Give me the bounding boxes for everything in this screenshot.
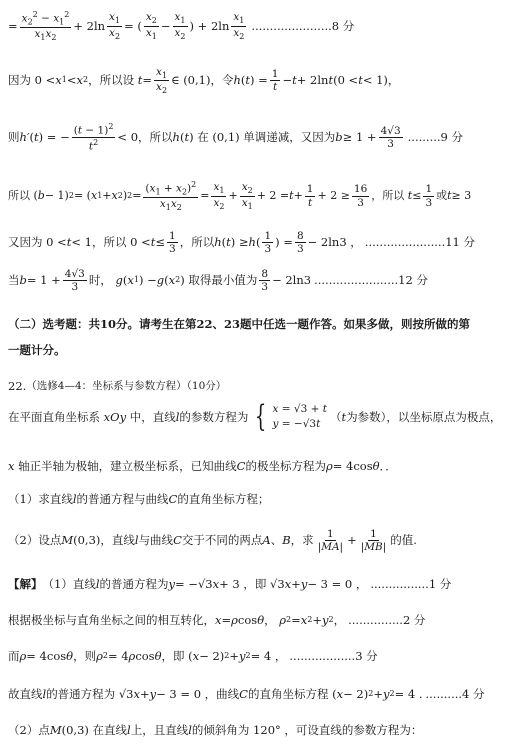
solution-line-4: 故直线 l 的普通方程为 √3 x + y − 3 = 0 ，曲线 C 的直角坐标方程 ( x − 2) 2 + y 2 = 4 . ..........4 分 — [8, 687, 485, 701]
parametric-system: { x = √3 + t y = −√3t — [255, 399, 327, 434]
question-22-part-2: （2）设点 M (0,3)，直线 l 与曲线 C 交于不同的两点 A 、 B ，求 $\frac{1}{|MA|}$ + $\frac{1}{|MB|}$ 的值. — [8, 528, 417, 554]
question-22-stem-cont: x 轴正半轴为极轴，建立极坐标系，已知曲线 C 的极坐标方程为 ρ = 4cos θ ．． — [8, 459, 397, 473]
text-line-6: 当 b = 1 + $\frac{4√3}{3}$ 时， g ( x 1 ) − g ( x 2 ) 取得最小值为 $\frac{8}{3}$ − 2ln3 .......................12 分 — [8, 268, 428, 294]
section-heading-cont: 一题计分。 — [8, 343, 66, 357]
text-line-3: 则 h ′( t ) = − $\frac{(t - 1)^2}{t^2}$ < 0，所以 h ( t ) 在 (0,1) 单调递减，又因为 b ≥ 1 + $\frac{4√3}{3}$ .........9 分 — [8, 122, 464, 153]
text-line-1: = $\frac{x_2^2 - x_1^2}{x_1x_2}$ + 2ln $\frac{x_1}{x_2}$ = ( $\frac{x_2}{x_1}$ − $\frac{x_1}{x_2}$ ) + 2ln $\frac{x_1}{x_2}$ ......................8 分 — [8, 10, 355, 42]
text-line-5: 又因为 0 < t < 1，所以 0 < t ≤ $\frac{1}{3}$ ，所以 h ( t ) ≥ h ( $\frac{1}{3}$ ) = $\frac{8}{3}$ − 2ln3 ， ......................11 分 — [8, 230, 476, 256]
text-line-4: 所以 ( b − 1) 2 = ( x 1 + x 2 ) 2 = $\frac{(x_1 + x_2)^2}{x_1x_2}$ = $\frac{x_1}{x_2}$ + $\frac{x_2}{x_1}$ + 2 = t + $\frac{1}{t}$ + 2 ≥ $\frac{16}{3}$ ，所以 t ≤ $\frac{1}{3}$ 或 t ≥ 3 — [8, 180, 472, 212]
solution-line-3: 而 ρ = 4cos θ ，则 ρ 2 = 4 ρ cos θ ，即 ( x − 2) 2 + y 2 = 4 ， ..................3 分 — [8, 649, 378, 663]
text-line-2: 因为 0 < x 1 < x 2 ，所以设 t = $\frac{x_1}{x_2}$ ∈ (0,1)，令 h ( t ) = $\frac{1}{t}$ − t + 2ln t (0 < t < 1)， — [8, 66, 400, 96]
solution-line-5: （2）点 M (0,3) 在直线 l 上，且直线 l 的倾斜角为 120° ，可设直线的参数方程为： — [8, 723, 423, 737]
solution-line-1: 【解】 （1）直线 l 的普通方程为 y = −√3 x + 3 ，即 √3 x + y − 3 = 0 ， ................1 分 — [8, 577, 452, 591]
question-22-stem: 在平面直角坐标系 xOy 中，直线 l 的参数方程为 { x = √3 + t y = −√3t （ t 为参数），以坐标原点为极点， — [8, 399, 502, 434]
question-22-part-1: （1）求直线 l 的普通方程与曲线 C 的直角坐标方程； — [8, 492, 270, 506]
section-heading: （二）选考题：共10分。请考生在第22、23题中任选一题作答。如果多做，则按所做的第 — [8, 317, 471, 331]
question-22-title: 22. （选修4—4：坐标系与参数方程）（10分） — [8, 379, 227, 393]
solution-line-2: 根据极坐标与直角坐标之间的相互转化， x = ρ cos θ ， ρ 2 = x 2 + y 2 ， ...............2 分 — [8, 613, 426, 627]
